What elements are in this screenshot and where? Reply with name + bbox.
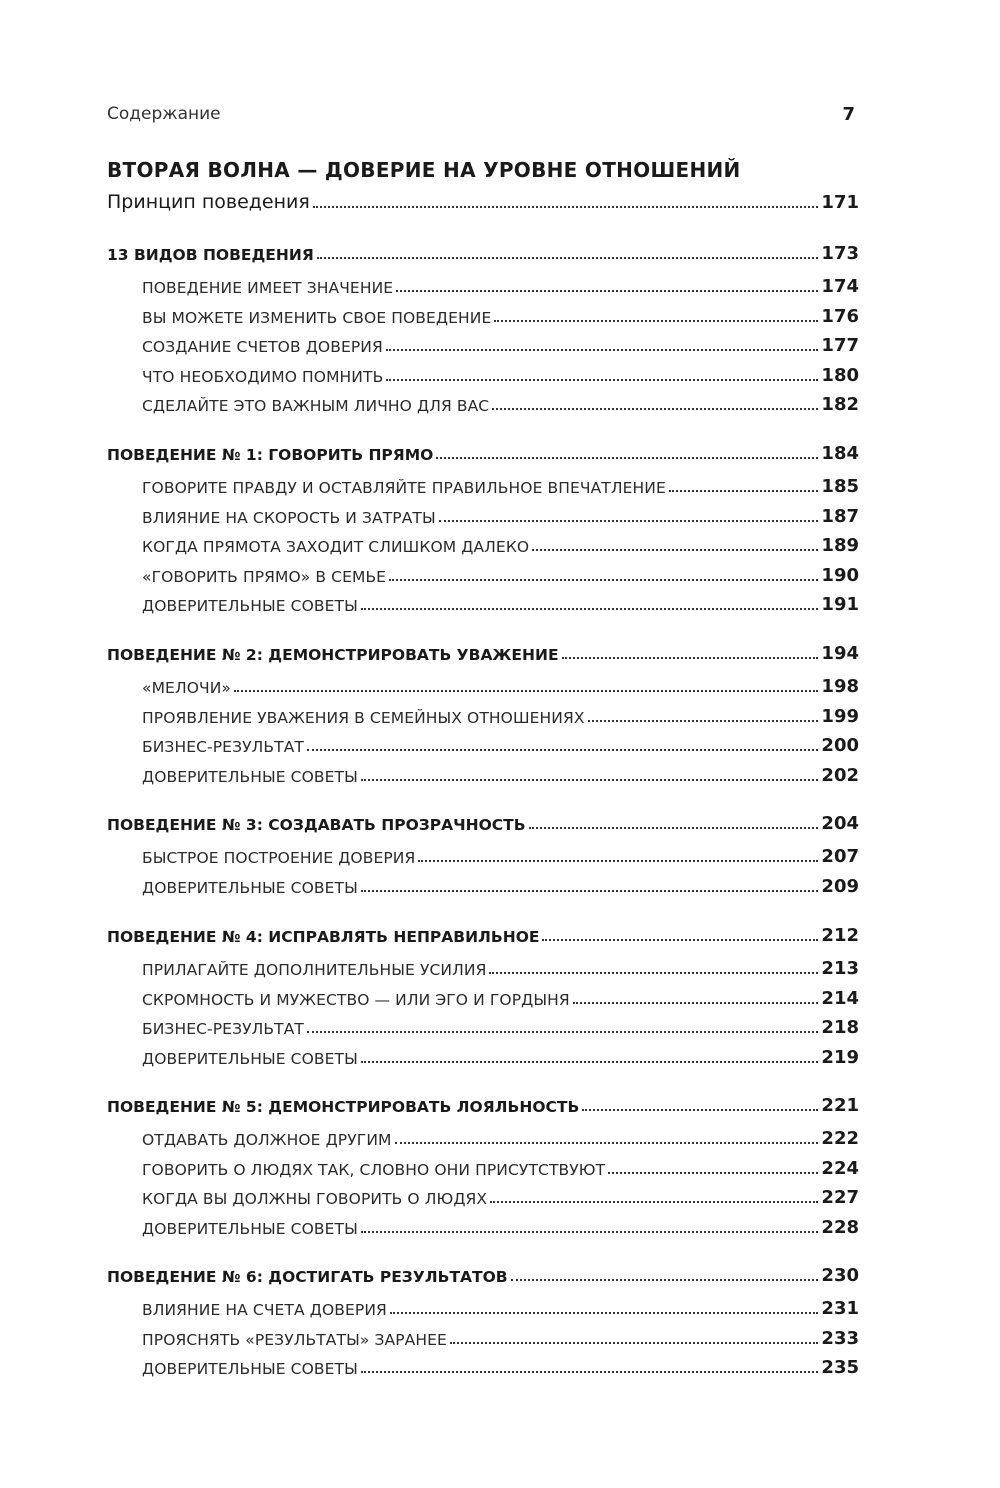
dot-leader	[494, 320, 818, 322]
running-header	[107, 100, 855, 128]
dot-leader	[490, 1201, 818, 1203]
toc-chapter-entry[interactable]	[107, 438, 859, 464]
toc-entry-page: 190	[821, 564, 859, 586]
toc-section-entry[interactable]	[142, 301, 859, 327]
toc-entry-title: ДОВЕРИТЕЛЬНЫЕ СОВЕТЫ	[142, 1049, 358, 1068]
dot-leader	[361, 608, 819, 610]
toc-entry-title: ПОВЕДЕНИЕ № 5: ДЕМОНСТРИРОВАТЬ ЛОЯЛЬНОСТЬ	[107, 1098, 580, 1116]
dot-leader	[562, 657, 819, 659]
toc-entry-title: «МЕЛОЧИ»	[142, 679, 232, 697]
toc-entry-page: 228	[821, 1216, 859, 1238]
dot-leader	[361, 1371, 819, 1373]
toc-entry-title: ПОВЕДЕНИЕ № 1: ГОВОРИТЬ ПРЯМО	[107, 446, 434, 464]
toc-entry-page: 202	[821, 764, 859, 786]
toc-entry-page: 231	[821, 1298, 859, 1319]
toc-entry-title: ПОВЕДЕНИЕ № 3: СОЗДАВАТЬ ПРОЗРАЧНОСТЬ	[107, 816, 526, 834]
toc-section-entry[interactable]	[142, 560, 859, 586]
toc-entry-title: ВЫ МОЖЕТЕ ИЗМЕНИТЬ СВОЕ ПОВЕДЕНИЕ	[142, 308, 492, 327]
dot-leader	[361, 1061, 819, 1063]
dot-leader	[395, 1142, 819, 1144]
toc-entry-page: 233	[821, 1327, 859, 1349]
toc-section-entry[interactable]	[142, 760, 859, 786]
toc-entry-page: 177	[821, 335, 859, 356]
dot-leader	[492, 408, 818, 410]
toc-chapter-entry[interactable]	[107, 808, 859, 834]
toc-entry-title: БИЗНЕС-РЕЗУЛЬТАТ	[142, 1020, 304, 1038]
dot-leader	[439, 520, 819, 522]
toc-section-entry[interactable]	[142, 1042, 859, 1068]
toc-section-entry[interactable]	[142, 271, 859, 297]
toc-entry-title: ПОВЕДЕНИЕ № 6: ДОСТИГАТЬ РЕЗУЛЬТАТОВ	[107, 1268, 508, 1286]
dot-leader	[669, 490, 819, 492]
toc-entry-title: ПОВЕДЕНИЕ ИМЕЕТ ЗНАЧЕНИЕ	[142, 279, 394, 297]
toc-section-entry[interactable]	[142, 871, 859, 897]
dot-leader	[386, 349, 819, 351]
dot-leader	[396, 290, 818, 292]
dot-leader	[390, 1312, 819, 1314]
toc-entry-title: ОТДАВАТЬ ДОЛЖНОЕ ДРУГИМ	[142, 1131, 392, 1149]
toc-section-entry[interactable]	[142, 501, 859, 527]
toc-entry-page: 171	[821, 192, 859, 213]
toc-entry-title: ДОВЕРИТЕЛЬНЫЕ СОВЕТЫ	[142, 1219, 358, 1238]
toc-entry-title: ПРИЛАГАЙТЕ ДОПОЛНИТЕЛЬНЫЕ УСИЛИЯ	[142, 961, 487, 979]
toc-chapter-entry[interactable]	[107, 1090, 859, 1116]
toc-entry-title: 13 ВИДОВ ПОВЕДЕНИЯ	[107, 246, 314, 264]
dot-leader	[307, 1031, 818, 1033]
toc-chapter-entry[interactable]	[107, 238, 859, 264]
dot-leader	[542, 939, 818, 941]
dot-leader	[436, 457, 818, 459]
toc-section-entry[interactable]	[142, 471, 859, 497]
toc-entry-title: СОЗДАНИЕ СЧЕТОВ ДОВЕРИЯ	[142, 338, 383, 356]
toc-section-entry[interactable]	[142, 1123, 859, 1149]
section-title: Содержание	[107, 104, 221, 124]
toc-section-entry[interactable]	[142, 389, 859, 415]
toc-entry-title: ГОВОРИТЬ О ЛЮДЯХ ТАК, СЛОВНО ОНИ ПРИСУТСТВУЮТ	[142, 1160, 606, 1179]
toc-entry-page: 212	[821, 925, 859, 946]
toc-entry-title: ДОВЕРИТЕЛЬНЫЕ СОВЕТЫ	[142, 597, 358, 615]
dot-leader	[386, 379, 818, 381]
toc-section-entry[interactable]	[142, 953, 859, 979]
toc-entry-page: 235	[821, 1357, 859, 1378]
toc-entry-title: «ГОВОРИТЬ ПРЯМО» В СЕМЬЕ	[142, 567, 387, 586]
toc-entry-title: ГОВОРИТЕ ПРАВДУ И ОСТАВЛЯЙТЕ ПРАВИЛЬНОЕ ВПЕЧАТЛЕНИЕ	[142, 479, 666, 497]
toc-section-entry[interactable]	[142, 1012, 859, 1038]
toc-entry-page: 174	[821, 276, 859, 297]
toc-principle-entry[interactable]	[107, 187, 859, 213]
toc-entry-page: 219	[821, 1046, 859, 1068]
toc-entry-page: 173	[821, 243, 859, 264]
dot-leader	[529, 827, 819, 829]
toc-entry-title: ДОВЕРИТЕЛЬНЫЕ СОВЕТЫ	[142, 1360, 358, 1378]
toc-entry-page: 204	[821, 813, 859, 834]
toc-entry-page: 187	[821, 505, 859, 527]
toc-entry-title: ВЛИЯНИЕ НА СКОРОСТЬ И ЗАТРАТЫ	[142, 508, 436, 527]
toc-section-entry[interactable]	[142, 730, 859, 756]
toc-entry-page: 198	[821, 676, 859, 697]
toc-entry-title: СКРОМНОСТЬ И МУЖЕСТВО — ИЛИ ЭГО И ГОРДЫНЯ	[142, 990, 570, 1009]
toc-entry-page: 176	[821, 305, 859, 327]
toc-entry-page: 209	[821, 875, 859, 897]
toc-section-entry[interactable]	[142, 1352, 859, 1378]
toc-entry-page: 218	[821, 1017, 859, 1038]
toc-entry-page: 222	[821, 1128, 859, 1149]
dot-leader	[582, 1109, 818, 1111]
toc-entry-title: ПОВЕДЕНИЕ № 4: ИСПРАВЛЯТЬ НЕПРАВИЛЬНОЕ	[107, 928, 540, 946]
toc-entry-page: 224	[821, 1157, 859, 1179]
toc-section-entry[interactable]	[142, 1323, 859, 1349]
toc-entry-title: БИЗНЕС-РЕЗУЛЬТАТ	[142, 738, 304, 756]
page-number: 7	[842, 103, 855, 125]
toc-section-entry[interactable]	[142, 1293, 859, 1319]
toc-entry-page: 199	[821, 705, 859, 727]
dot-leader	[234, 690, 818, 692]
toc-entry-page: 221	[821, 1095, 859, 1116]
toc-entry-page: 227	[821, 1187, 859, 1208]
dot-leader	[588, 720, 819, 722]
toc-entry-title: КОГДА ПРЯМОТА ЗАХОДИТ СЛИШКОМ ДАЛЕКО	[142, 538, 530, 556]
toc-entry-page: 214	[821, 987, 859, 1009]
dot-leader	[573, 1002, 819, 1004]
toc-entry-title: БЫСТРОЕ ПОСТРОЕНИЕ ДОВЕРИЯ	[142, 849, 416, 867]
dot-leader	[389, 579, 818, 581]
toc-section-entry[interactable]	[142, 589, 859, 615]
toc-entry-title: ПРОЯСНЯТЬ «РЕЗУЛЬТАТЫ» ЗАРАНЕЕ	[142, 1330, 447, 1349]
toc-entry-title: ДОВЕРИТЕЛЬНЫЕ СОВЕТЫ	[142, 878, 358, 897]
toc-section-entry[interactable]	[142, 530, 859, 556]
dot-leader	[361, 1231, 819, 1233]
toc-section-entry[interactable]	[142, 1212, 859, 1238]
dot-leader	[489, 972, 818, 974]
toc-entry-page: 189	[821, 535, 859, 556]
toc-chapter-entry[interactable]	[107, 1260, 859, 1286]
dot-leader	[307, 749, 818, 751]
toc-section-entry[interactable]	[142, 360, 859, 386]
toc-entry-page: 182	[821, 394, 859, 415]
dot-leader	[511, 1279, 819, 1281]
toc-entry-title: ВЛИЯНИЕ НА СЧЕТА ДОВЕРИЯ	[142, 1301, 387, 1319]
toc-entry-page: 207	[821, 846, 859, 867]
dot-leader	[317, 257, 819, 259]
dot-leader	[532, 549, 818, 551]
toc-entry-page: 191	[821, 594, 859, 615]
toc-entry-title: ДОВЕРИТЕЛЬНЫЕ СОВЕТЫ	[142, 767, 358, 786]
toc-section-entry[interactable]	[142, 983, 859, 1009]
toc-chapter-entry[interactable]	[107, 638, 859, 664]
toc-entry-page: 185	[821, 476, 859, 497]
toc-entry-page: 213	[821, 958, 859, 979]
dot-leader	[418, 860, 818, 862]
toc-section-entry[interactable]	[142, 1153, 859, 1179]
toc-entry-title: ПРОЯВЛЕНИЕ УВАЖЕНИЯ В СЕМЕЙНЫХ ОТНОШЕНИЯХ	[142, 708, 585, 727]
toc-section-entry[interactable]	[142, 330, 859, 356]
toc-entry-title: Принцип поведения	[107, 191, 310, 213]
part-title: ВТОРАЯ ВОЛНА — ДОВЕРИЕ НА УРОВНЕ ОТНОШЕНИЙ	[107, 158, 741, 182]
toc-entry-title: ЧТО НЕОБХОДИМО ПОМНИТЬ	[142, 367, 384, 386]
toc-entry-page: 194	[821, 643, 859, 664]
dot-leader	[313, 206, 819, 208]
toc-entry-title: ПОВЕДЕНИЕ № 2: ДЕМОНСТРИРОВАТЬ УВАЖЕНИЕ	[107, 646, 559, 664]
toc-section-entry[interactable]	[142, 671, 859, 697]
toc-entry-page: 200	[821, 735, 859, 756]
toc-entry-title: СДЕЛАЙТЕ ЭТО ВАЖНЫМ ЛИЧНО ДЛЯ ВАС	[142, 397, 490, 415]
toc-section-entry[interactable]	[142, 701, 859, 727]
toc-entry-page: 180	[821, 364, 859, 386]
toc-entry-page: 184	[821, 443, 859, 464]
toc-entry-title: КОГДА ВЫ ДОЛЖНЫ ГОВОРИТЬ О ЛЮДЯХ	[142, 1190, 488, 1208]
toc-section-entry[interactable]	[142, 841, 859, 867]
dot-leader	[361, 779, 819, 781]
dot-leader	[361, 890, 819, 892]
dot-leader	[450, 1342, 819, 1344]
toc-section-entry[interactable]	[142, 1182, 859, 1208]
dot-leader	[608, 1172, 818, 1174]
toc-chapter-entry[interactable]	[107, 920, 859, 946]
toc-entry-page: 230	[821, 1265, 859, 1286]
